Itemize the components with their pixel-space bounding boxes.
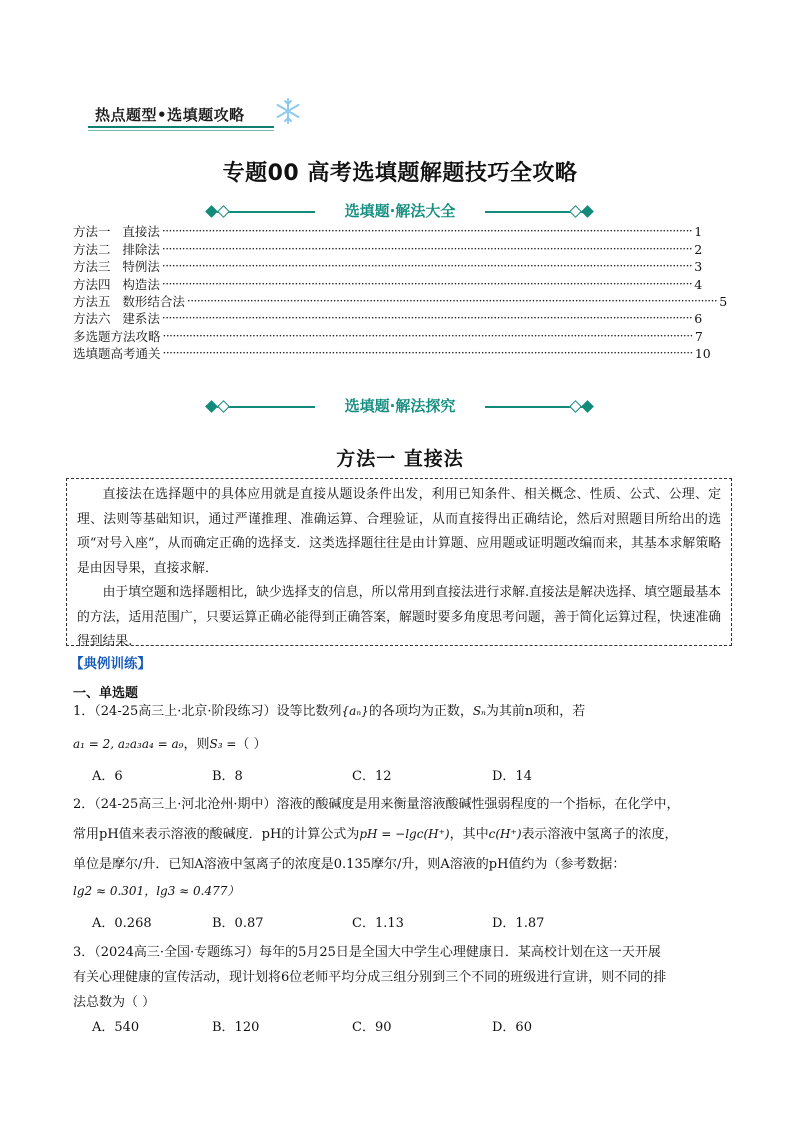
q2-formula: pH = −lgc(H⁺) [359, 827, 450, 841]
toc-page-number: 2 [694, 241, 703, 257]
toc-entry[interactable] [73, 310, 703, 327]
question-section-heading: 一、单选题 [73, 686, 139, 701]
section-title: 方法一 直接法 [336, 448, 464, 470]
q1-option-d[interactable]: D．14 [492, 769, 532, 784]
q3-option-a[interactable]: A．540 [92, 1020, 140, 1035]
banner-methods [205, 202, 595, 222]
toc-page-number: 10 [694, 346, 711, 362]
q1-option-c[interactable]: C．12 [352, 769, 392, 784]
toc-entry[interactable] [73, 240, 703, 257]
toc-page-number: 1 [694, 224, 703, 240]
toc-page-number: 6 [694, 311, 703, 327]
toc-entry[interactable] [73, 327, 703, 344]
q1-ask: S₃ = [209, 737, 237, 751]
toc-page-number: 4 [694, 276, 703, 292]
toc-leader: ································································································································································ [161, 241, 693, 256]
toc-label: 方法二 排除法 [73, 241, 160, 257]
q2-reference: lg2 ≈ 0.301，lg3 ≈ 0.477） [73, 884, 240, 898]
toc-label: 多选题方法攻略 [73, 328, 161, 344]
q1-line1: 1．（24-25高三上·北京·阶段练习）设等比数列{aₙ}的各项均为正数，Sₙ为其前n项和，若 [73, 704, 586, 719]
toc-leader: ································································································································································ [162, 346, 693, 361]
toc-label: 方法五 数形结合法 [73, 293, 185, 309]
q1-option-a[interactable]: A．6 [92, 769, 123, 784]
table-of-contents [73, 223, 728, 362]
banner-methods-label: 选填题·解法大全 [315, 200, 485, 221]
example-tag: 【典例训练】 [70, 656, 151, 672]
header-underline-thin [88, 130, 274, 131]
toc-leader: ································································································································································ [161, 224, 693, 239]
q3-line1: 3．（2024高三·全国·专题练习）每年的5月25日是全国大中学生心理健康日．某高校计划在这一天开展 [73, 945, 661, 960]
toc-entry[interactable] [73, 293, 728, 310]
q3-option-d[interactable]: D．60 [492, 1020, 532, 1035]
q2-ch: c(H⁺) [488, 827, 522, 841]
q1-condition: a₁ = 2, a₂a₃a₄ = a₉ [73, 737, 184, 751]
q3-line3: 法总数为（ ） [73, 995, 156, 1010]
toc-entry[interactable] [73, 223, 703, 240]
toc-entry[interactable] [73, 258, 703, 275]
toc-leader: ································································································································································ [161, 276, 693, 291]
q3-option-b[interactable]: B．120 [212, 1020, 260, 1035]
toc-entry[interactable] [73, 345, 711, 362]
toc-leader: ································································································································································ [162, 328, 693, 343]
toc-label: 方法一 直接法 [73, 224, 160, 240]
snowflake-icon [275, 97, 301, 125]
q2-option-c[interactable]: C．1.13 [352, 916, 404, 931]
toc-label: 选填题高考通关 [73, 346, 161, 362]
toc-entry[interactable] [73, 275, 703, 292]
toc-leader: ································································································································································ [186, 293, 718, 308]
q1-option-b[interactable]: B．8 [212, 769, 243, 784]
header-underline [88, 126, 274, 128]
q2-option-b[interactable]: B．0.87 [212, 916, 264, 931]
header-tag: 热点题型•选填题攻略 [95, 106, 245, 124]
q1-sequence: {aₙ} [341, 704, 369, 718]
page-title: 专题00 高考选填题解题技巧全攻略 [222, 161, 578, 186]
q2-option-d[interactable]: D．1.87 [492, 916, 545, 931]
intro-paragraph-1: 直接法在选择题中的具体应用就是直接从题设条件出发，利用已知条件、相关概念、性质、公式、公理、定理、法则等基础知识，通过严谨推理、准确运算、合理验证，从而直接得出正确结论，然后对照题目所给出的选项“对号入座”，从而确定正确的选择支．这类选择题往往是由计算题、应用题或证明题改编而来，其基本求解策略是由因导果，直接求解． [77, 487, 721, 576]
q2-line2: 常用pH值来表示溶液的酸碱度．pH的计算公式为pH = −lgc(H⁺)，其中c(H⁺)表示溶液中氢离子的浓度， [73, 827, 678, 842]
intro-paragraph-2: 由于填空题和选择题相比，缺少选择支的信息，所以常用到直接法进行求解.直接法是解决选择、填空题最基本的方法，适用范围广，只要运算正确必能得到正确答案，解题时要多角度思考问题，善于简化运算过程，快速准确得到结果. [77, 585, 721, 649]
q2-option-a[interactable]: A．0.268 [92, 916, 152, 931]
q1-sn: Sₙ [472, 704, 486, 718]
toc-label: 方法六 建系法 [73, 311, 160, 327]
toc-leader: ································································································································································ [161, 259, 693, 274]
q1-line2: a₁ = 2, a₂a₃a₄ = a₉，则S₃ =（ ） [73, 737, 267, 752]
toc-leader: ································································································································································ [161, 311, 693, 326]
toc-page-number: 3 [694, 259, 703, 275]
toc-label: 方法四 构造法 [73, 276, 160, 292]
toc-page-number: 7 [694, 328, 703, 344]
toc-label: 方法三 特例法 [73, 259, 160, 275]
q2-line1: 2．（24-25高三上·河北沧州·期中）溶液的酸碱度是用来衡量溶液酸碱性强弱程度的一个指标，在化学中， [73, 797, 680, 812]
toc-page-number: 5 [719, 293, 728, 309]
q3-option-c[interactable]: C．90 [352, 1020, 392, 1035]
intro-box [66, 478, 732, 649]
q3-line2: 有关心理健康的宣传活动，现计划将6位老师平均分成三组分别到三个不同的班级进行宣讲，则不同的排 [73, 970, 667, 985]
banner-explore [205, 397, 595, 417]
q2-line3: 单位是摩尔/升．已知A溶液中氢离子的浓度是0.135摩尔/升，则A溶液的pH值约为（参考数据： [73, 857, 626, 872]
banner-explore-label: 选填题·解法探究 [315, 395, 485, 416]
